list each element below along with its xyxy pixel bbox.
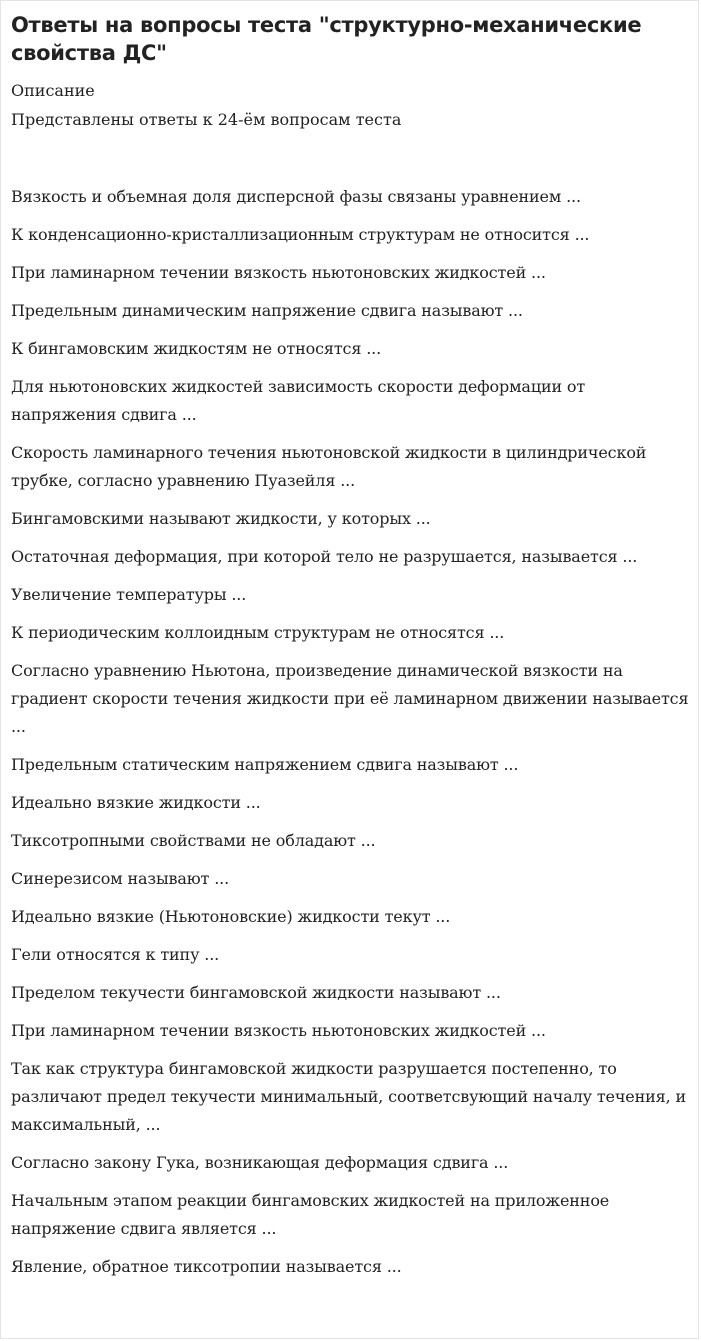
question-item[interactable]: Увеличение температуры ...	[11, 585, 247, 604]
question-item[interactable]: Пределом текучести бингамовской жидкости называют ...	[11, 983, 501, 1002]
question-item[interactable]: К конденсационно-кристаллизационным структурам не относится ...	[11, 225, 590, 244]
question-item[interactable]: Предельным динамическим напряжение сдвига называют ...	[11, 301, 523, 320]
question-item[interactable]: Согласно закону Гука, возникающая деформация сдвига ...	[11, 1153, 509, 1172]
question-item[interactable]: Для ньютоновских жидкостей зависимость скорости деформации от напряжения сдвига ...	[11, 377, 586, 424]
question-item[interactable]: При ламинарном течении вязкость ньютоновских жидкостей ...	[11, 263, 546, 282]
question-item[interactable]: К периодическим коллоидным структурам не относятся ...	[11, 623, 505, 642]
question-item[interactable]: Гели относятся к типу ...	[11, 945, 220, 964]
question-item[interactable]: Идеально вязкие (Ньютоновские) жидкости текут ...	[11, 907, 451, 926]
question-item[interactable]: Тиксотропными свойствами не обладают ...	[11, 831, 376, 850]
question-item[interactable]: Начальным этапом реакции бингамовских жидкостей на приложенное напряжение сдвига является ...	[11, 1191, 610, 1238]
question-item[interactable]: Скорость ламинарного течения ньютоновской жидкости в цилиндрической трубке, согласно уравнению Пуазейля ...	[11, 443, 647, 490]
question-item[interactable]: К бингамовским жидкостям не относятся ...	[11, 339, 382, 358]
question-item[interactable]: Явление, обратное тиксотропии называется ...	[11, 1257, 402, 1276]
question-item[interactable]: При ламинарном течении вязкость ньютоновских жидкостей ...	[11, 1021, 546, 1040]
question-item[interactable]: Остаточная деформация, при которой тело не разрушается, называется ...	[11, 547, 638, 566]
description-text: Представлены ответы к 24-ём вопросам теста	[11, 110, 402, 129]
question-item[interactable]: Синерезисом называют ...	[11, 869, 230, 888]
question-item[interactable]: Вязкость и объемная доля дисперсной фазы связаны уравнением ...	[11, 187, 581, 206]
questions-list	[11, 183, 693, 1291]
question-item[interactable]: Идеально вязкие жидкости ...	[11, 793, 261, 812]
question-item[interactable]: Бингамовскими называют жидкости, у которых ...	[11, 509, 431, 528]
description-label: Описание	[11, 81, 95, 100]
page-title: Ответы на вопросы теста "структурно-механические свойства ДС"	[11, 13, 642, 65]
question-item[interactable]: Согласно уравнению Ньютона, произведение динамической вязкости на градиент скорости течения жидкости при её ламинарном движении называется ...	[11, 661, 689, 736]
question-item[interactable]: Так как структура бингамовской жидкости разрушается постепенно, то различают предел текучести минимальный, соответсвующий началу течения, и максимальный, ...	[11, 1059, 686, 1134]
question-item[interactable]: Предельным статическим напряжением сдвига называют ...	[11, 755, 519, 774]
